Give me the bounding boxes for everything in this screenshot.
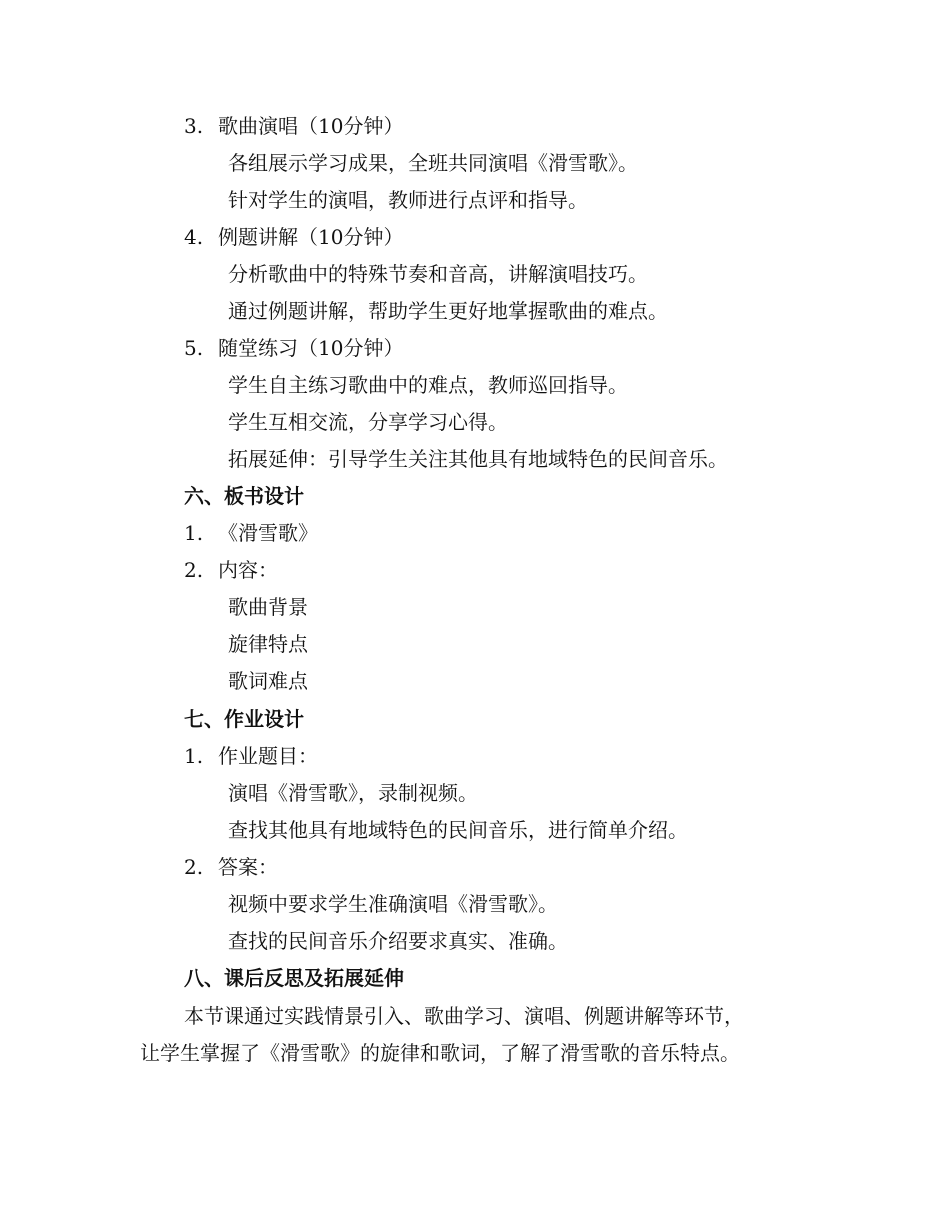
step-3-point-1: 各组展示学习成果，全班共同演唱《滑雪歌》。: [228, 151, 638, 175]
homework-answer-2: 查找的民间音乐介绍要求真实、准确。: [228, 929, 568, 953]
homework-answer-label: 2. 答案：: [184, 855, 278, 879]
step-5-point-1: 学生自主练习歌曲中的难点，教师巡回指导。: [228, 373, 628, 397]
board-content-3: 歌词难点: [228, 669, 308, 693]
board-item-1: 1. 《滑雪歌》: [184, 521, 318, 545]
board-content-1: 歌曲背景: [228, 595, 308, 619]
board-item-2: 2. 内容：: [184, 558, 278, 582]
reflection-paragraph-line-1: 本节课通过实践情景引入、歌曲学习、演唱、例题讲解等环节，: [184, 1004, 744, 1028]
step-4-title: 4. 例题讲解（10分钟）: [184, 225, 404, 249]
step-3-point-2: 针对学生的演唱，教师进行点评和指导。: [228, 188, 588, 212]
step-5-point-3: 拓展延伸：引导学生关注其他具有地域特色的民间音乐。: [228, 447, 728, 471]
homework-question-1: 演唱《滑雪歌》，录制视频。: [228, 781, 478, 805]
homework-question-label: 1. 作业题目：: [184, 744, 318, 768]
homework-question-2: 查找其他具有地域特色的民间音乐，进行简单介绍。: [228, 818, 688, 842]
section-homework-heading: 七、作业设计: [184, 707, 304, 731]
homework-answer-1: 视频中要求学生准确演唱《滑雪歌》。: [228, 892, 558, 916]
step-3-title: 3. 歌曲演唱（10分钟）: [184, 114, 404, 138]
step-4-point-2: 通过例题讲解，帮助学生更好地掌握歌曲的难点。: [228, 299, 668, 323]
step-4-point-1: 分析歌曲中的特殊节奏和音高，讲解演唱技巧。: [228, 262, 648, 286]
reflection-paragraph-line-2: 让学生掌握了《滑雪歌》的旋律和歌词，了解了滑雪歌的音乐特点。: [140, 1041, 740, 1065]
step-5-point-2: 学生互相交流，分享学习心得。: [228, 410, 508, 434]
section-reflection-heading: 八、课后反思及拓展延伸: [184, 966, 404, 990]
step-5-title: 5. 随堂练习（10分钟）: [184, 336, 404, 360]
board-content-2: 旋律特点: [228, 632, 308, 656]
section-board-heading: 六、板书设计: [184, 484, 304, 508]
